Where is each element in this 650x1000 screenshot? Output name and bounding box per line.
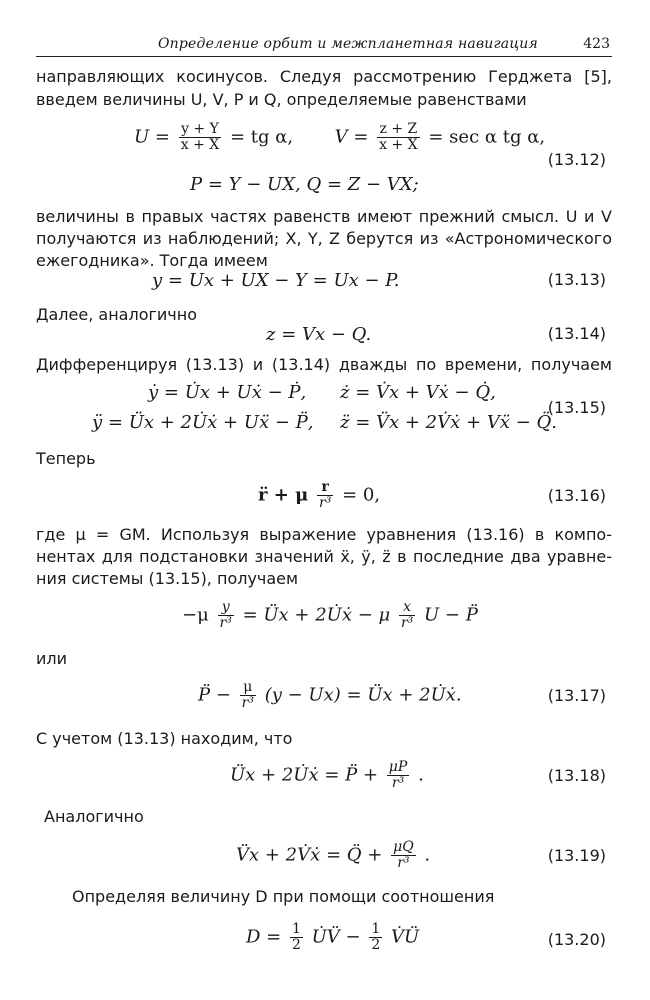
paragraph-line: Дифференцируя (13.13) и (13.14) дважды по времени, получаем	[36, 355, 612, 374]
equation-number: (13.19)	[547, 846, 606, 865]
denominator: r³	[400, 615, 414, 631]
numerator: x	[399, 600, 415, 616]
fraction	[290, 922, 303, 953]
paragraph-line: получаются из наблюдений; X, Y, Z берутся из «Астрономического	[36, 229, 612, 248]
eq-text: V̈x + 2V̇ẋ = Q̈ +	[236, 844, 383, 866]
eq-text: (y − Ux) = Üx + 2U̇ẋ.	[264, 684, 462, 706]
equation-13-15-line1-right	[340, 380, 496, 406]
paragraph-line: ежегодника». Тогда имеем	[36, 251, 268, 270]
equation-13-18	[230, 760, 424, 791]
numerator: μP	[388, 759, 408, 775]
numerator: r	[317, 480, 333, 496]
numerator: z + Z	[377, 122, 420, 138]
equation-13-14	[266, 322, 371, 348]
paragraph-line: направляющих косинусов. Следуя рассмотрению Герджета [5],	[36, 67, 612, 86]
running-title: Определение орбит и межпланетная навигация	[158, 36, 538, 52]
paragraph-line: где μ = GM. Используя выражение уравнения (13.16) в компо-	[36, 525, 612, 544]
eq-text: ẏ = U̇x + Uẋ − Ṗ,	[148, 382, 307, 403]
denominator: r³	[397, 855, 410, 871]
eq-text: = tg α,	[229, 126, 294, 148]
fraction	[391, 840, 416, 871]
numerator: μQ	[393, 839, 414, 855]
denominator: r³	[241, 695, 254, 711]
page-number: 423	[583, 36, 610, 52]
numerator: y + Y	[179, 122, 222, 138]
eq-text: Üx + 2U̇ẋ = P̈ +	[230, 764, 379, 786]
equation-13-12-line1	[134, 122, 545, 153]
running-header	[36, 30, 612, 57]
eq-text: z = Vx − Q.	[266, 324, 372, 345]
equation-number: (13.14)	[547, 324, 606, 343]
denominator: 2	[371, 937, 381, 953]
equation-number: (13.15)	[547, 398, 606, 417]
eq-text: r̈ + μ	[258, 484, 309, 506]
denominator: r³	[219, 615, 232, 631]
eq-text: .	[424, 844, 431, 866]
equation-number: (13.12)	[547, 150, 606, 169]
equation-13-20	[246, 922, 419, 953]
paragraph-line: ния системы (13.15), получаем	[36, 569, 299, 588]
equation-13-17	[198, 680, 462, 711]
equation-13-15-line2-left	[92, 410, 314, 436]
eq-text: P = Y − UX, Q = Z − VX;	[190, 174, 419, 195]
eq-text: z̈ = V̈x + 2V̇ẋ + Vẍ − Q̈.	[340, 412, 557, 433]
fraction	[218, 600, 234, 631]
fraction	[369, 922, 382, 953]
equation-13-16	[258, 480, 380, 511]
eq-text: U̇V̈ −	[311, 926, 361, 948]
paragraph-line: С учетом (13.13) находим, что	[36, 729, 293, 748]
eq-text: y = Ux + UX − Y = Ux − P.	[152, 270, 400, 291]
denominator: x + X	[379, 137, 418, 153]
numerator: 1	[291, 921, 301, 937]
eq-text: = Üx + 2U̇ẋ − μ	[242, 604, 391, 626]
equation-13-19	[236, 840, 430, 871]
paragraph-line: нентах для подстановки значений ẍ, ÿ, z̈ в последние два уравне-	[36, 547, 612, 566]
eq-text: = 0,	[342, 484, 381, 506]
equation-number: (13.18)	[547, 766, 606, 785]
equation-number: (13.17)	[547, 686, 606, 705]
denominator: r³	[391, 775, 405, 791]
eq-text: D =	[246, 926, 282, 948]
paragraph-line: или	[36, 649, 68, 668]
fraction	[179, 122, 222, 153]
fraction	[387, 760, 410, 791]
equation-number: (13.20)	[547, 930, 606, 949]
paragraph-line: Теперь	[36, 449, 96, 468]
paragraph-line: введем величины U, V, P и Q, определяемые равенствами	[36, 90, 527, 109]
paragraph-line: Далее, аналогично	[36, 305, 197, 324]
equation-number: (13.16)	[547, 486, 606, 505]
paragraph-line: величины в правых частях равенств имеют прежний смысл. U и V	[36, 207, 612, 226]
eq-text: P̈ −	[198, 684, 231, 706]
equation-13-15-line2-right	[340, 410, 557, 436]
eq-text: ż = V̇x + Vẋ − Q̇,	[340, 382, 496, 403]
paragraph-line: Определяя величину D при помощи соотношения	[72, 887, 495, 906]
denominator: r³	[319, 495, 332, 511]
equation-13-13	[152, 268, 400, 294]
fraction	[377, 122, 420, 153]
fraction	[399, 600, 415, 631]
eq-text: = sec α tg α,	[428, 126, 546, 148]
eq-text: U − P̈	[424, 604, 478, 626]
paragraph-line: Аналогично	[44, 807, 144, 826]
fraction	[317, 480, 333, 511]
equation-unnumbered	[182, 600, 478, 631]
eq-text: −μ	[182, 604, 209, 626]
equation-13-15-line1-left	[148, 380, 306, 406]
denominator: 2	[291, 937, 301, 953]
eq-text: .	[418, 764, 424, 786]
numerator: y	[218, 600, 234, 616]
eq-text: U =	[134, 126, 170, 148]
fraction	[240, 680, 256, 711]
eq-text: V̇Ü	[391, 926, 420, 948]
eq-text: ÿ = Üx + 2U̇ẋ + Uẍ − P̈,	[92, 412, 314, 433]
numerator: 1	[371, 921, 381, 937]
denominator: x + X	[180, 137, 220, 153]
eq-text: V =	[334, 126, 369, 148]
numerator: μ	[240, 680, 256, 696]
equation-13-12-line2	[190, 172, 419, 198]
equation-number: (13.13)	[547, 270, 606, 289]
